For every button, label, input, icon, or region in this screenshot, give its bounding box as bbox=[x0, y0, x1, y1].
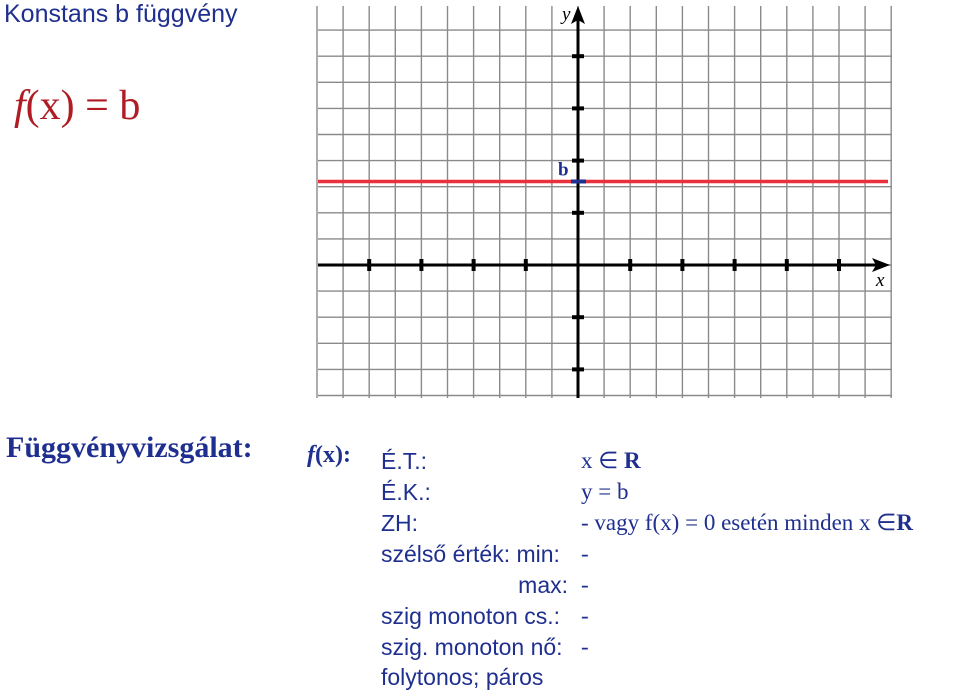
prop-value-min-text: - bbox=[581, 541, 589, 566]
analysis-title: Függvényvizsgálat: bbox=[6, 431, 253, 464]
y-axis-label: y bbox=[562, 4, 571, 25]
prop-value-decreasing-text: - bbox=[581, 603, 589, 628]
x-axis-label: x bbox=[876, 270, 885, 291]
prop-value-domain-text: x ∈ bbox=[581, 448, 625, 473]
coordinate-grid bbox=[317, 6, 892, 398]
b-label: b bbox=[558, 159, 569, 181]
prop-value-increasing bbox=[581, 632, 589, 662]
prop-value-zeros bbox=[581, 508, 913, 538]
prop-label-continuity: folytonos; páros bbox=[381, 664, 544, 690]
prop-label-range: É.K.: bbox=[381, 479, 431, 505]
prop-value-zeros-text: - vagy f(x) = 0 esetén minden x ∈ bbox=[581, 510, 897, 535]
prop-label-increasing: szig. monoton nő: bbox=[381, 634, 563, 660]
prop-value-increasing-text: - bbox=[581, 634, 589, 659]
prop-value-domain bbox=[581, 446, 641, 476]
analysis-function bbox=[307, 442, 351, 469]
prop-value-max-text: - bbox=[581, 572, 589, 597]
formula-rest: (x) = b bbox=[25, 83, 141, 129]
prop-value-range bbox=[581, 477, 628, 507]
prop-label-extremum-min: szélső érték: min: bbox=[381, 541, 560, 567]
prop-value-extremum-min bbox=[581, 539, 589, 569]
slide-title: Konstans b függvény bbox=[4, 0, 238, 28]
prop-label-decreasing: szig monoton cs.: bbox=[381, 603, 560, 629]
prop-value-zeros-bold: R bbox=[896, 510, 913, 535]
prop-label-extremum-max: max: bbox=[518, 572, 568, 598]
prop-value-decreasing bbox=[581, 601, 589, 631]
prop-label-domain: É.T.: bbox=[381, 448, 428, 474]
prop-value-extremum-max bbox=[581, 570, 589, 600]
prop-label-zeros: ZH: bbox=[381, 510, 419, 536]
prop-value-range-text: y = b bbox=[581, 479, 629, 504]
analysis-rest: (x): bbox=[315, 442, 351, 468]
analysis-f: f bbox=[307, 442, 315, 468]
formula-f: f bbox=[14, 83, 26, 129]
prop-value-domain-bold: R bbox=[624, 448, 641, 473]
